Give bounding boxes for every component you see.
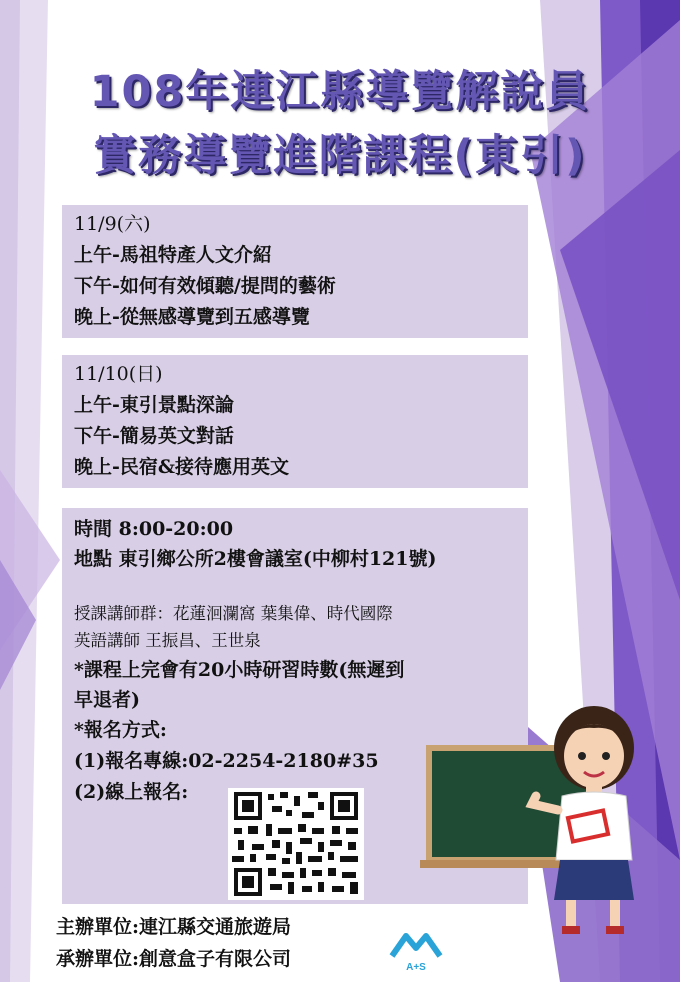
qr-code[interactable]	[228, 788, 364, 900]
company-logo	[386, 928, 446, 974]
day1-schedule-box	[62, 205, 528, 338]
day2-afternoon: 下午-簡易英文對話	[74, 425, 234, 447]
day2-morning: 上午-東引景點深論	[74, 394, 234, 416]
co-organizer: 承辦單位:創意盒子有限公司	[56, 948, 292, 970]
lecturers-line-1: 授課講師群：花蓮洄瀾窩 葉集偉、時代國際	[74, 604, 393, 623]
lecturers-line-2: 英語講師 王振昌、王世泉	[74, 631, 261, 650]
svg-text:A+S: A+S	[406, 962, 426, 973]
course-location: 地點 東引鄉公所2樓會議室(中柳村121號)	[74, 548, 437, 570]
day2-evening: 晚上-民宿&接待應用英文	[74, 456, 290, 478]
page-title-line-1: 108年連江縣導覽解說員	[89, 67, 591, 117]
day2-date: 11/10(日)	[74, 363, 163, 385]
signup-heading: *報名方式:	[74, 719, 167, 741]
organizer: 主辦單位:連江縣交通旅遊局	[56, 916, 292, 938]
day1-afternoon: 下午-如何有效傾聽/提問的藝術	[74, 275, 336, 297]
day2-schedule-box	[62, 355, 528, 488]
teacher-illustration	[522, 700, 652, 940]
day1-morning: 上午-馬祖特產人文介紹	[74, 244, 272, 266]
day1-date: 11/9(六)	[74, 213, 151, 235]
study-hours-line-2: 早退者)	[74, 689, 140, 711]
course-time: 時間 8:00-20:00	[74, 518, 234, 540]
day1-evening: 晚上-從無感導覽到五感導覽	[74, 306, 310, 328]
study-hours-line-1: *課程上完會有20小時研習時數(無遲到	[74, 659, 405, 681]
signup-online: (2)線上報名:	[74, 781, 189, 803]
page-title-line-2: 實務導覽進階課程(東引)	[93, 131, 587, 181]
signup-hotline: (1)報名專線:02-2254-2180#35	[74, 750, 379, 772]
